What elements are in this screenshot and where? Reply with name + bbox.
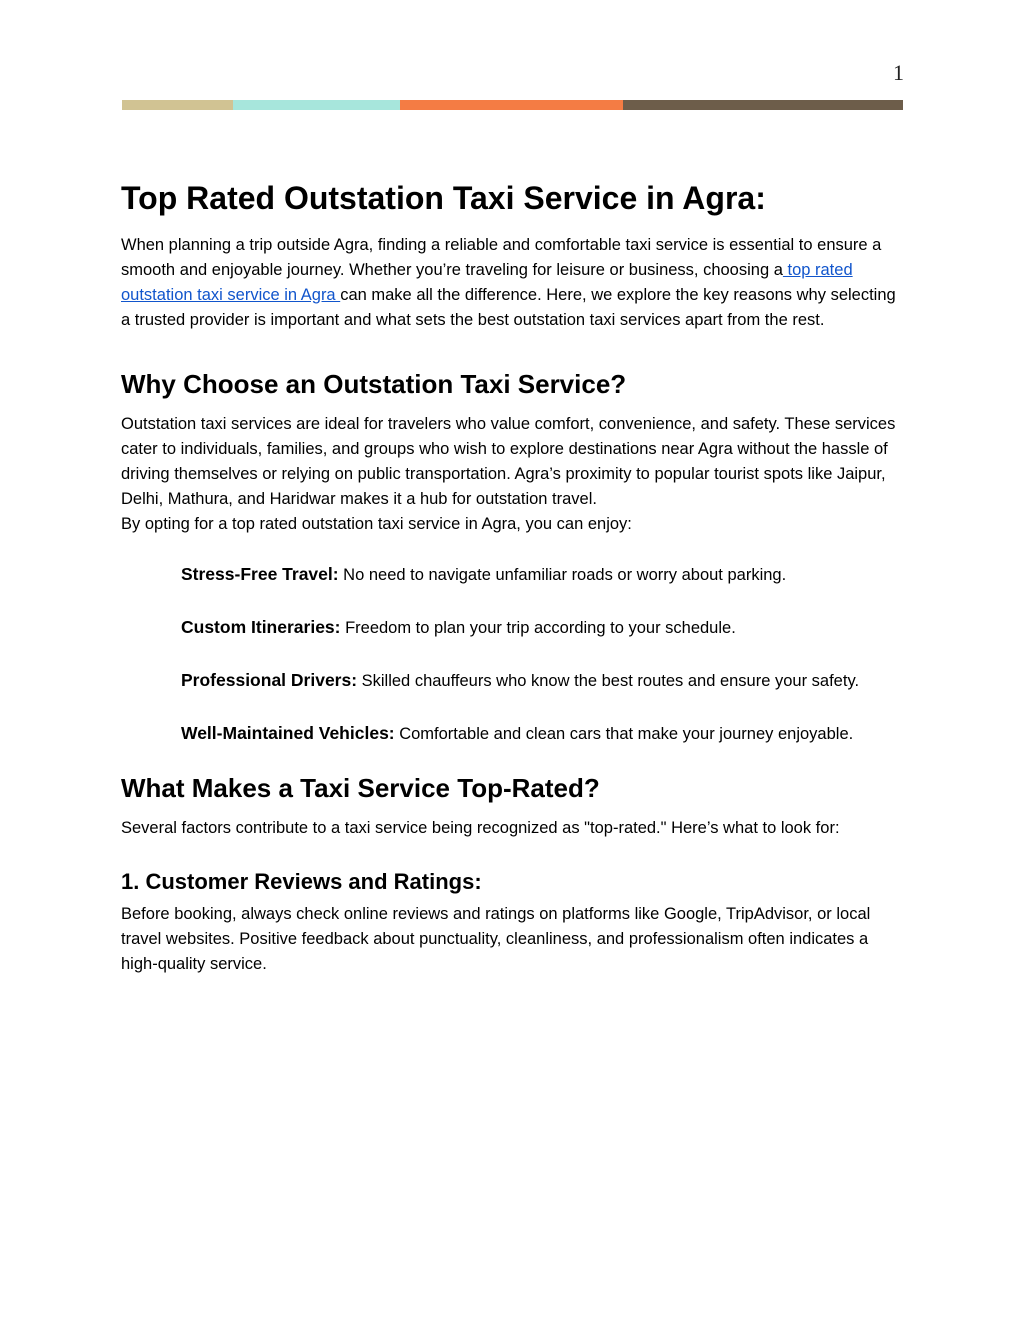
header-color-bar: [122, 100, 903, 110]
document-body: [121, 180, 901, 977]
section-heading-top-rated: What Makes a Taxi Service Top-Rated?: [121, 772, 600, 803]
top-rated-taxi-link[interactable]: top rated outstation taxi service in Agra: [121, 260, 853, 304]
subsection-heading-reviews: 1. Customer Reviews and Ratings:: [121, 869, 482, 895]
intro-paragraph: [121, 233, 901, 333]
color-bar-segment-orange: [400, 100, 623, 110]
benefit-text: Skilled chauffeurs who know the best routes and ensure your safety.: [357, 671, 860, 690]
benefit-label: Well-Maintained Vehicles:: [181, 722, 395, 743]
benefit-label: Custom Itineraries:: [181, 616, 341, 637]
benefit-text: No need to navigate unfamiliar roads or worry about parking.: [338, 565, 787, 584]
benefit-text: Freedom to plan your trip according to your schedule.: [340, 618, 736, 637]
why-choose-paragraph: Outstation taxi services are ideal for travelers who value comfort, convenience, and safety. These services cater to individuals, families, and groups who wish to explore destinations near Agra without the hassle of driving themselves or relying on public transportation. Agra’s proximity to popular tourist spots like Jaipur, Delhi, Mathura, and Haridwar makes it a hub for outstation travel.: [121, 414, 896, 508]
benefit-item: [181, 720, 901, 747]
intro-text-after-link: can make all the difference. Here, we explore the key reasons why selecting a trusted provider is important and what sets the best outstation taxi services apart from the rest.: [121, 285, 896, 329]
page-title: Top Rated Outstation Taxi Service in Agra:: [121, 180, 766, 216]
color-bar-segment-tan: [122, 100, 233, 110]
color-bar-segment-brown: [623, 100, 903, 110]
benefit-label: Stress-Free Travel:: [181, 563, 339, 584]
benefit-label: Professional Drivers:: [181, 669, 358, 690]
benefit-item: [181, 667, 901, 694]
benefits-intro: By opting for a top rated outstation taxi service in Agra, you can enjoy:: [121, 514, 632, 533]
intro-text-before-link: When planning a trip outside Agra, finding a reliable and comfortable taxi service is essential to ensure a smooth and enjoyable journey. Whether you’re traveling for leisure or business, choosing a: [121, 235, 882, 279]
page-number: 1: [893, 60, 904, 85]
section-heading-why-choose: Why Choose an Outstation Taxi Service?: [121, 368, 627, 399]
benefit-text: Comfortable and clean cars that make your journey enjoyable.: [394, 724, 854, 743]
reviews-paragraph: Before booking, always check online reviews and ratings on platforms like Google, TripAdvisor, or local travel websites. Positive feedback about punctuality, cleanliness, and professionalism often indicates a high-quality service.: [121, 904, 871, 973]
benefits-list: [181, 561, 901, 747]
benefit-item: [181, 614, 901, 641]
benefit-item: [181, 561, 901, 588]
color-bar-segment-aqua: [233, 100, 400, 110]
top-rated-paragraph: Several factors contribute to a taxi service being recognized as "top-rated." Here’s what to look for:: [121, 819, 840, 838]
